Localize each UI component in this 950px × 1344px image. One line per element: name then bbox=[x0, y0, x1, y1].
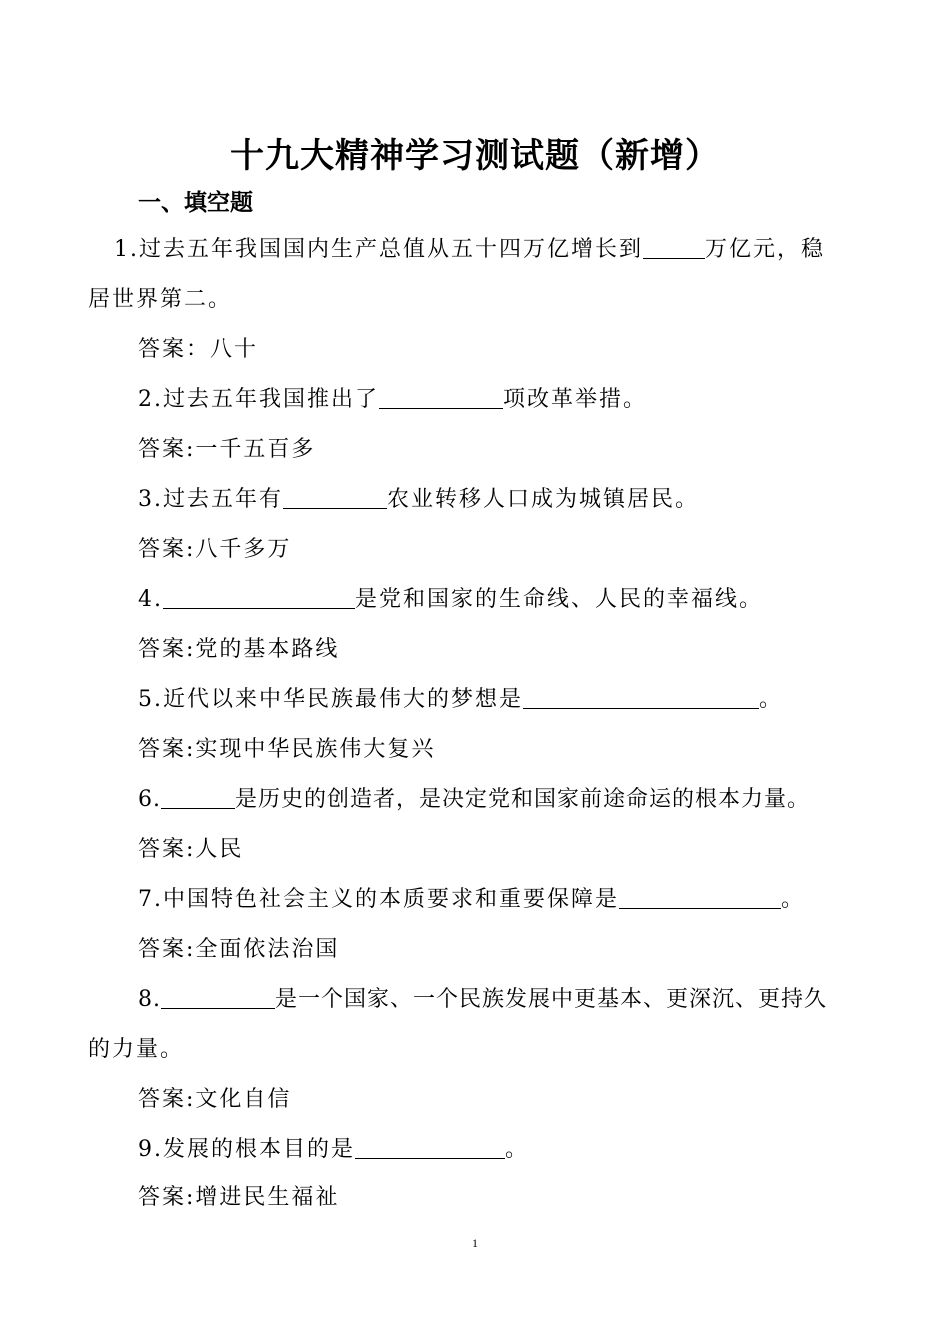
answer-text: 一千五百多 bbox=[195, 437, 316, 462]
answer-blank bbox=[161, 786, 235, 809]
answer-blank bbox=[283, 486, 387, 509]
answer-3 bbox=[138, 535, 291, 565]
answer-2 bbox=[138, 435, 315, 465]
answer-label: 答案： bbox=[138, 337, 211, 362]
answer-label: 答案: bbox=[138, 637, 196, 662]
question-text: 是历史的创造者，是决定党和国家前途命运的根本力量。 bbox=[235, 787, 811, 812]
question-number: 6. bbox=[138, 787, 161, 812]
answer-blank bbox=[523, 686, 759, 709]
question-6 bbox=[138, 785, 810, 815]
answer-text: 党的基本路线 bbox=[195, 637, 340, 662]
answer-text: 八十 bbox=[210, 337, 259, 362]
answer-4 bbox=[138, 635, 339, 665]
answer-blank bbox=[163, 586, 355, 609]
question-number: 8. bbox=[138, 987, 161, 1012]
question-number: 1. bbox=[114, 237, 139, 262]
question-number: 2. bbox=[138, 387, 163, 412]
answer-blank bbox=[643, 236, 705, 259]
answer-8 bbox=[138, 1085, 291, 1115]
answer-5 bbox=[138, 735, 435, 765]
question-4 bbox=[138, 585, 763, 615]
section-heading: 一、填空题 bbox=[138, 190, 253, 216]
question-text: 是党和国家的生命线、人民的幸福线。 bbox=[355, 587, 764, 612]
answer-text: 文化自信 bbox=[195, 1087, 292, 1112]
page-title: 十九大精神学习测试题（新增） bbox=[230, 136, 720, 176]
answer-blank bbox=[379, 386, 503, 409]
question-text: 发展的根本目的是 bbox=[163, 1137, 356, 1162]
question-3 bbox=[138, 485, 699, 515]
question-text: 。 bbox=[781, 887, 806, 912]
page-number: 1 bbox=[472, 1236, 478, 1250]
question-9 bbox=[138, 1135, 529, 1165]
answer-7 bbox=[138, 935, 339, 965]
question-text: 万亿元，稳 bbox=[705, 237, 826, 262]
question-8-continuation: 的力量。 bbox=[88, 1037, 185, 1062]
answer-label: 答案: bbox=[138, 837, 196, 862]
question-text: 。 bbox=[505, 1137, 530, 1162]
answer-text: 八千多万 bbox=[195, 537, 292, 562]
question-2 bbox=[138, 385, 647, 415]
question-text: 过去五年我国国内生产总值从五十四万亿增长到 bbox=[139, 237, 644, 262]
question-1 bbox=[114, 235, 825, 265]
answer-blank bbox=[355, 1136, 505, 1159]
answer-text: 增进民生福祉 bbox=[195, 1185, 340, 1210]
answer-blank bbox=[161, 986, 275, 1009]
question-text: 过去五年我国推出了 bbox=[163, 387, 380, 412]
question-8 bbox=[138, 985, 827, 1015]
question-text: 农业转移人口成为城镇居民。 bbox=[387, 487, 700, 512]
answer-1 bbox=[138, 335, 258, 365]
question-1-continuation: 居世界第二。 bbox=[88, 287, 233, 312]
question-number: 5. bbox=[138, 687, 163, 712]
question-text: 是一个国家、一个民族发展中更基本、更深沉、更持久 bbox=[275, 987, 828, 1012]
question-5 bbox=[138, 685, 783, 715]
answer-label: 答案: bbox=[138, 1185, 196, 1210]
question-number: 7. bbox=[138, 887, 163, 912]
answer-6 bbox=[138, 835, 243, 865]
question-text: 。 bbox=[759, 687, 784, 712]
answer-blank bbox=[619, 886, 781, 909]
question-text: 中国特色社会主义的本质要求和重要保障是 bbox=[163, 887, 620, 912]
question-number: 9. bbox=[138, 1137, 163, 1162]
question-text: 项改革举措。 bbox=[503, 387, 648, 412]
question-number: 3. bbox=[138, 487, 163, 512]
answer-label: 答案: bbox=[138, 1087, 196, 1112]
question-text: 过去五年有 bbox=[163, 487, 284, 512]
answer-label: 答案: bbox=[138, 437, 196, 462]
answer-text: 全面依法治国 bbox=[195, 937, 340, 962]
answer-label: 答案: bbox=[138, 737, 196, 762]
question-7 bbox=[138, 885, 805, 915]
answer-label: 答案: bbox=[138, 537, 196, 562]
question-text: 近代以来中华民族最伟大的梦想是 bbox=[163, 687, 524, 712]
answer-9 bbox=[138, 1183, 339, 1213]
question-number: 4. bbox=[138, 587, 163, 612]
answer-text: 实现中华民族伟大复兴 bbox=[195, 737, 436, 762]
answer-text: 人民 bbox=[195, 837, 244, 862]
answer-label: 答案: bbox=[138, 937, 196, 962]
